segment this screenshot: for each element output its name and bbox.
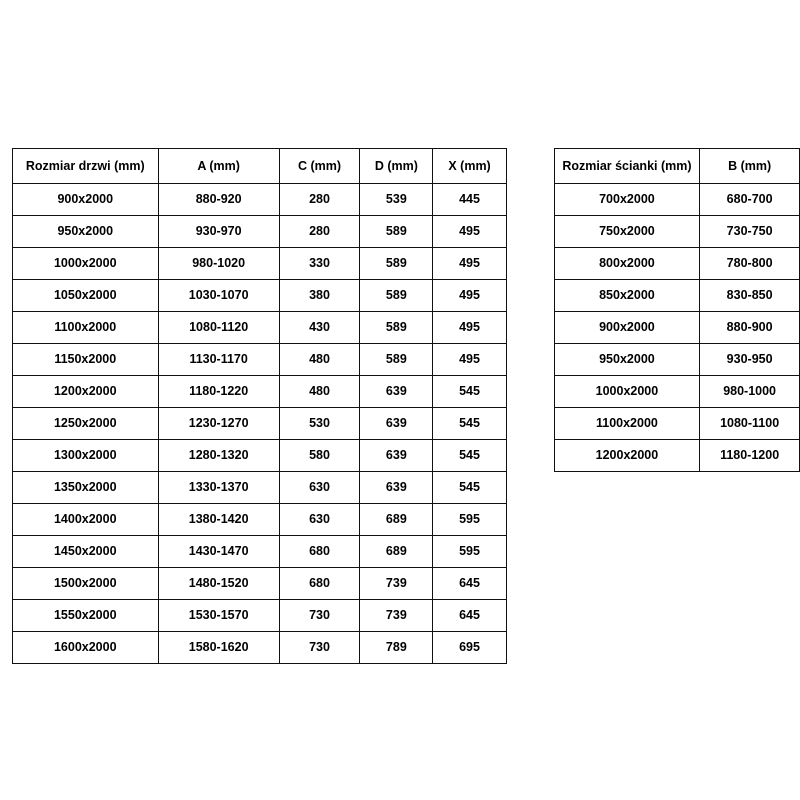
cell-c: 630 (279, 504, 360, 536)
cell-b: 680-700 (700, 184, 800, 216)
cell-a: 1380-1420 (158, 504, 279, 536)
cell-a: 1030-1070 (158, 280, 279, 312)
cell-c: 280 (279, 216, 360, 248)
cell-b: 930-950 (700, 344, 800, 376)
cell-a: 1280-1320 (158, 440, 279, 472)
cell-door-size: 1200x2000 (13, 376, 159, 408)
table-row (554, 440, 799, 472)
table-row (13, 472, 507, 504)
table-row (13, 248, 507, 280)
column-header-door-size: Rozmiar drzwi (mm) (13, 149, 159, 184)
table-row (13, 344, 507, 376)
cell-a: 1430-1470 (158, 536, 279, 568)
cell-wall-size: 950x2000 (554, 344, 700, 376)
doors-size-table-wrapper (12, 148, 507, 664)
doors-size-table (12, 148, 507, 664)
cell-d: 639 (360, 376, 433, 408)
cell-x: 695 (433, 632, 506, 664)
cell-b: 830-850 (700, 280, 800, 312)
cell-d: 689 (360, 504, 433, 536)
cell-door-size: 1600x2000 (13, 632, 159, 664)
table-row (554, 184, 799, 216)
cell-x: 545 (433, 440, 506, 472)
table-row (554, 312, 799, 344)
table-row (13, 376, 507, 408)
cell-c: 730 (279, 632, 360, 664)
cell-d: 789 (360, 632, 433, 664)
cell-door-size: 1250x2000 (13, 408, 159, 440)
cell-d: 639 (360, 472, 433, 504)
cell-b: 1180-1200 (700, 440, 800, 472)
cell-wall-size: 800x2000 (554, 248, 700, 280)
cell-door-size: 1500x2000 (13, 568, 159, 600)
cell-d: 589 (360, 312, 433, 344)
table-row (13, 440, 507, 472)
cell-b: 780-800 (700, 248, 800, 280)
cell-door-size: 1550x2000 (13, 600, 159, 632)
column-header-b: B (mm) (700, 149, 800, 184)
table-row (554, 216, 799, 248)
table-row (554, 376, 799, 408)
table-header-row (554, 149, 799, 184)
cell-a: 1580-1620 (158, 632, 279, 664)
cell-d: 589 (360, 344, 433, 376)
cell-x: 595 (433, 536, 506, 568)
cell-b: 980-1000 (700, 376, 800, 408)
column-header-wall-size: Rozmiar ścianki (mm) (554, 149, 700, 184)
cell-x: 495 (433, 312, 506, 344)
table-row (13, 184, 507, 216)
cell-d: 539 (360, 184, 433, 216)
table-row (13, 536, 507, 568)
cell-c: 530 (279, 408, 360, 440)
column-header-c: C (mm) (279, 149, 360, 184)
cell-x: 645 (433, 600, 506, 632)
cell-c: 380 (279, 280, 360, 312)
cell-b: 730-750 (700, 216, 800, 248)
cell-b: 880-900 (700, 312, 800, 344)
cell-door-size: 1300x2000 (13, 440, 159, 472)
cell-c: 330 (279, 248, 360, 280)
cell-door-size: 1150x2000 (13, 344, 159, 376)
cell-c: 480 (279, 376, 360, 408)
cell-d: 589 (360, 280, 433, 312)
cell-a: 930-970 (158, 216, 279, 248)
cell-c: 680 (279, 536, 360, 568)
cell-x: 545 (433, 408, 506, 440)
cell-wall-size: 700x2000 (554, 184, 700, 216)
cell-a: 1080-1120 (158, 312, 279, 344)
column-header-x: X (mm) (433, 149, 506, 184)
cell-door-size: 1050x2000 (13, 280, 159, 312)
cell-d: 739 (360, 568, 433, 600)
table-row (13, 568, 507, 600)
cell-a: 1230-1270 (158, 408, 279, 440)
cell-a: 980-1020 (158, 248, 279, 280)
cell-door-size: 1350x2000 (13, 472, 159, 504)
cell-c: 680 (279, 568, 360, 600)
cell-d: 739 (360, 600, 433, 632)
cell-door-size: 1000x2000 (13, 248, 159, 280)
cell-a: 880-920 (158, 184, 279, 216)
cell-x: 595 (433, 504, 506, 536)
cell-wall-size: 750x2000 (554, 216, 700, 248)
cell-door-size: 1100x2000 (13, 312, 159, 344)
cell-wall-size: 900x2000 (554, 312, 700, 344)
cell-a: 1180-1220 (158, 376, 279, 408)
cell-x: 495 (433, 344, 506, 376)
table-row (554, 344, 799, 376)
cell-c: 630 (279, 472, 360, 504)
cell-d: 689 (360, 536, 433, 568)
cell-c: 430 (279, 312, 360, 344)
table-row (13, 408, 507, 440)
cell-x: 495 (433, 280, 506, 312)
table-row (13, 504, 507, 536)
cell-wall-size: 1100x2000 (554, 408, 700, 440)
table-header-row (13, 149, 507, 184)
cell-door-size: 900x2000 (13, 184, 159, 216)
table-row (13, 632, 507, 664)
cell-x: 445 (433, 184, 506, 216)
cell-door-size: 950x2000 (13, 216, 159, 248)
cell-d: 589 (360, 216, 433, 248)
cell-c: 730 (279, 600, 360, 632)
cell-c: 280 (279, 184, 360, 216)
cell-x: 545 (433, 376, 506, 408)
wall-size-table-wrapper (554, 148, 800, 472)
column-header-a: A (mm) (158, 149, 279, 184)
table-row (13, 216, 507, 248)
cell-c: 580 (279, 440, 360, 472)
cell-a: 1530-1570 (158, 600, 279, 632)
table-row (13, 312, 507, 344)
cell-d: 589 (360, 248, 433, 280)
cell-a: 1330-1370 (158, 472, 279, 504)
cell-door-size: 1400x2000 (13, 504, 159, 536)
cell-x: 495 (433, 216, 506, 248)
cell-a: 1480-1520 (158, 568, 279, 600)
cell-wall-size: 850x2000 (554, 280, 700, 312)
cell-x: 645 (433, 568, 506, 600)
table-row (13, 280, 507, 312)
cell-x: 495 (433, 248, 506, 280)
cell-b: 1080-1100 (700, 408, 800, 440)
cell-d: 639 (360, 440, 433, 472)
cell-d: 639 (360, 408, 433, 440)
cell-door-size: 1450x2000 (13, 536, 159, 568)
cell-wall-size: 1000x2000 (554, 376, 700, 408)
specification-sheet (0, 148, 800, 664)
table-row (554, 280, 799, 312)
table-row (554, 248, 799, 280)
cell-x: 545 (433, 472, 506, 504)
cell-wall-size: 1200x2000 (554, 440, 700, 472)
table-row (13, 600, 507, 632)
cell-a: 1130-1170 (158, 344, 279, 376)
cell-c: 480 (279, 344, 360, 376)
column-header-d: D (mm) (360, 149, 433, 184)
wall-size-table (554, 148, 800, 472)
table-row (554, 408, 799, 440)
